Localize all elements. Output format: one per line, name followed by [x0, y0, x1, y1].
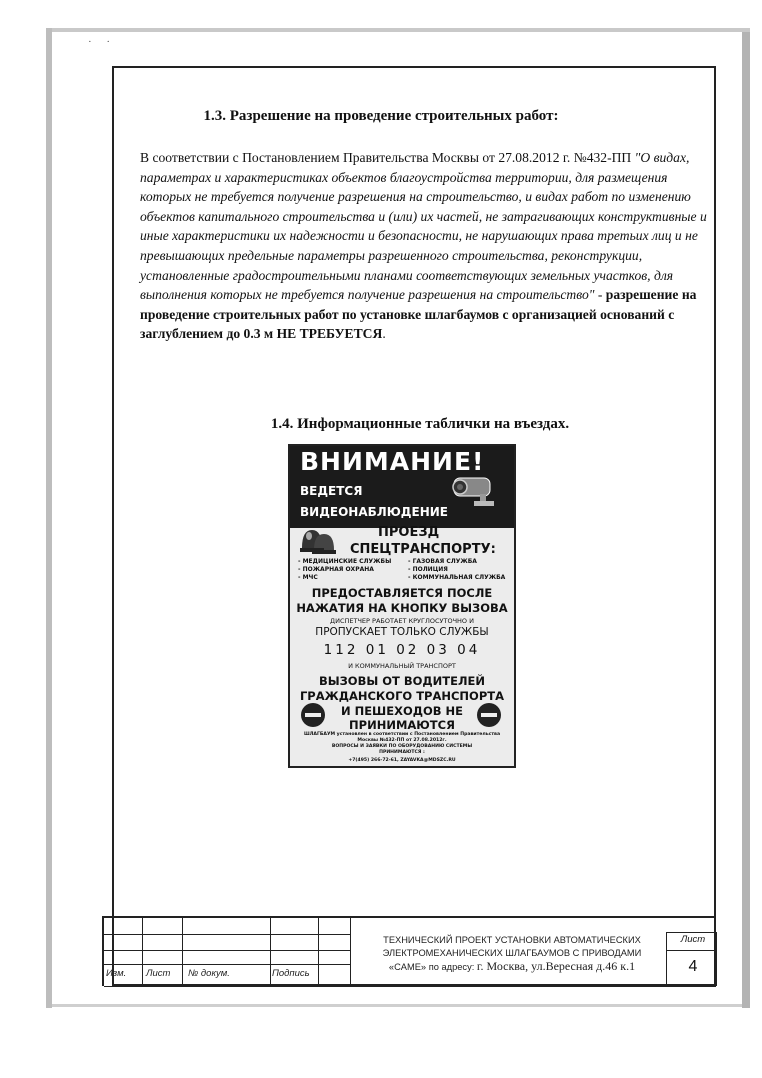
project-title-prefix: «CAME» по адресу:	[388, 962, 477, 972]
project-address: г. Москва, ул.Вересная д.46 к.1	[476, 959, 636, 973]
sign-fine-2: Москвы №432-ПП от 27.08.2012г.	[357, 738, 447, 743]
title-block-row-line	[104, 934, 350, 935]
scan-edge-left	[46, 28, 52, 1008]
sign-fine-3: ВОПРОСЫ И ЗАЯВКИ ПО ОБОРУДОВАНИЮ СИСТЕМЫ	[331, 744, 473, 749]
service-item: - ГАЗОВАЯ СЛУЖБА	[408, 558, 477, 565]
title-block-col-line	[666, 932, 667, 986]
sign-numbers: 112 01 02 03 04	[323, 642, 481, 658]
sign-dispatcher: ДИСПЕТЧЕР РАБОТАЕТ КРУГЛОСУТОЧНО И	[330, 617, 474, 625]
scan-edge-bottom	[52, 1004, 742, 1007]
scan-specks: · ·	[88, 36, 117, 48]
title-block-col-line	[182, 918, 183, 986]
service-item: - КОММУНАЛЬНАЯ СЛУЖБА	[408, 574, 506, 582]
beacon-lights-icon	[298, 520, 336, 556]
project-title-line-1: ТЕХНИЧЕСКИЙ ПРОЕКТ УСТАНОВКИ АВТОМАТИЧЕСКИХ	[383, 935, 641, 945]
info-sign-image	[288, 444, 516, 768]
col-sign-label: Подпись	[272, 968, 310, 979]
title-block-row-line	[104, 950, 350, 951]
no-entry-icon	[476, 702, 502, 728]
paragraph-quote: "О видах, параметрах и характеристиках объектов благоустройства территории, для размещения которых не требуется получение разрешения на строительство, и видах работ по изменению объектов капитального строительства и (или) их частей, не затрагивающих конструктивные и иные характеристики их надежности и безопасности, не нарушающих права третьих лиц и не превышающих предельные параметры разрешенного строительства, реконструкции, установленные градостроительными планами соответствующих земельных участков, для выполнения которых не требуется получение разрешения на строительство"	[140, 150, 707, 303]
section-heading-1-3: 1.3. Разрешение на проведение строительных работ:	[203, 108, 559, 124]
project-title-line-3	[362, 960, 662, 974]
section-heading-1-4: 1.4. Информационные таблички на въездах.	[270, 416, 570, 432]
paragraph-dash: -	[594, 287, 606, 303]
sign-provided-2: НАЖАТИЯ НА КНОПКУ ВЫЗОВА	[296, 601, 508, 615]
sign-line-2: ВИДЕОНАБЛЮДЕНИЕ	[300, 505, 448, 519]
sign-passes: ПРОПУСКАЕТ ТОЛЬКО СЛУЖБЫ	[315, 626, 489, 638]
service-item: - ПОЛИЦИЯ	[408, 566, 448, 574]
sign-calls-2: ГРАЖДАНСКОГО ТРАНСПОРТА	[299, 689, 505, 703]
service-item: - МЕДИЦИНСКИЕ СЛУЖБЫ	[298, 558, 392, 565]
sign-fine-4: ПРИНИМАЮТСЯ :	[379, 750, 425, 755]
sign-calls-4: ПРИНИМАЮТСЯ	[349, 718, 455, 732]
service-item: - МЧС	[298, 574, 318, 582]
scan-edge-top	[46, 28, 750, 32]
section-paragraph-1-3	[140, 148, 710, 344]
title-block-col-line	[350, 918, 351, 986]
title-block-col-line	[318, 918, 319, 986]
title-block-col-line	[716, 932, 717, 986]
col-izm-label: Изм.	[106, 968, 127, 979]
sign-proezd: ПРОЕЗД	[378, 525, 440, 540]
title-block-bottom-line	[104, 986, 716, 987]
sign-line-1: ВЕДЕТСЯ	[300, 484, 363, 498]
sheet-cell-line	[666, 950, 716, 951]
paragraph-lead: В соответствии с Постановлением Правительства Москвы от 27.08.2012 г. №432-ПП	[140, 150, 635, 165]
sign-attention: ВНИМАНИЕ!	[300, 447, 485, 476]
scan-edge-right	[742, 32, 750, 1008]
col-list-label: Лист	[146, 968, 171, 979]
project-title-line-2: ЭЛЕКТРОМЕХАНИЧЕСКИХ ШЛАГБАУМОВ С ПРИВОДАМИ	[382, 948, 642, 958]
sign-fine-1: ШЛАГБАУМ установлен в соответствии с Постановлением Правительства	[303, 732, 501, 737]
title-block	[102, 916, 716, 986]
camera-icon	[450, 474, 500, 508]
title-block-row-line	[104, 964, 350, 965]
services-left-column	[298, 558, 402, 583]
sign-calls-1: ВЫЗОВЫ ОТ ВОДИТЕЛЕЙ	[318, 674, 486, 688]
no-entry-icon	[300, 702, 326, 728]
title-block-col-line	[270, 918, 271, 986]
sign-spectransport: СПЕЦТРАНСПОРТУ:	[350, 542, 496, 557]
col-doc-label: № докум.	[188, 968, 230, 979]
sign-fine-5: +7(495) 266-72-61, ZAYAVKA@MDSZC.RU	[348, 758, 456, 763]
sign-calls-3: И ПЕШЕХОДОВ НЕ	[340, 704, 464, 718]
project-title	[362, 934, 662, 974]
title-block-col-line	[142, 918, 143, 986]
sheet-cell-top	[666, 932, 717, 933]
sheet-number: 4	[688, 958, 698, 975]
service-item: - ПОЖАРНАЯ ОХРАНА	[298, 566, 374, 574]
sheet-label: Лист	[680, 934, 706, 945]
services-right-column	[408, 558, 512, 583]
paragraph-conclusion: разрешение на проведение строительных работ по установке шлагбаумов с организацией оснований с заглублением до 0.3 м НЕ ТРЕБУЕТСЯ	[140, 287, 697, 342]
paragraph-end: .	[382, 326, 386, 342]
sign-provided-1: ПРЕДОСТАВЛЯЕТСЯ ПОСЛЕ	[311, 586, 493, 600]
sign-communal: И КОММУНАЛЬНЫЙ ТРАНСПОРТ	[348, 662, 456, 670]
